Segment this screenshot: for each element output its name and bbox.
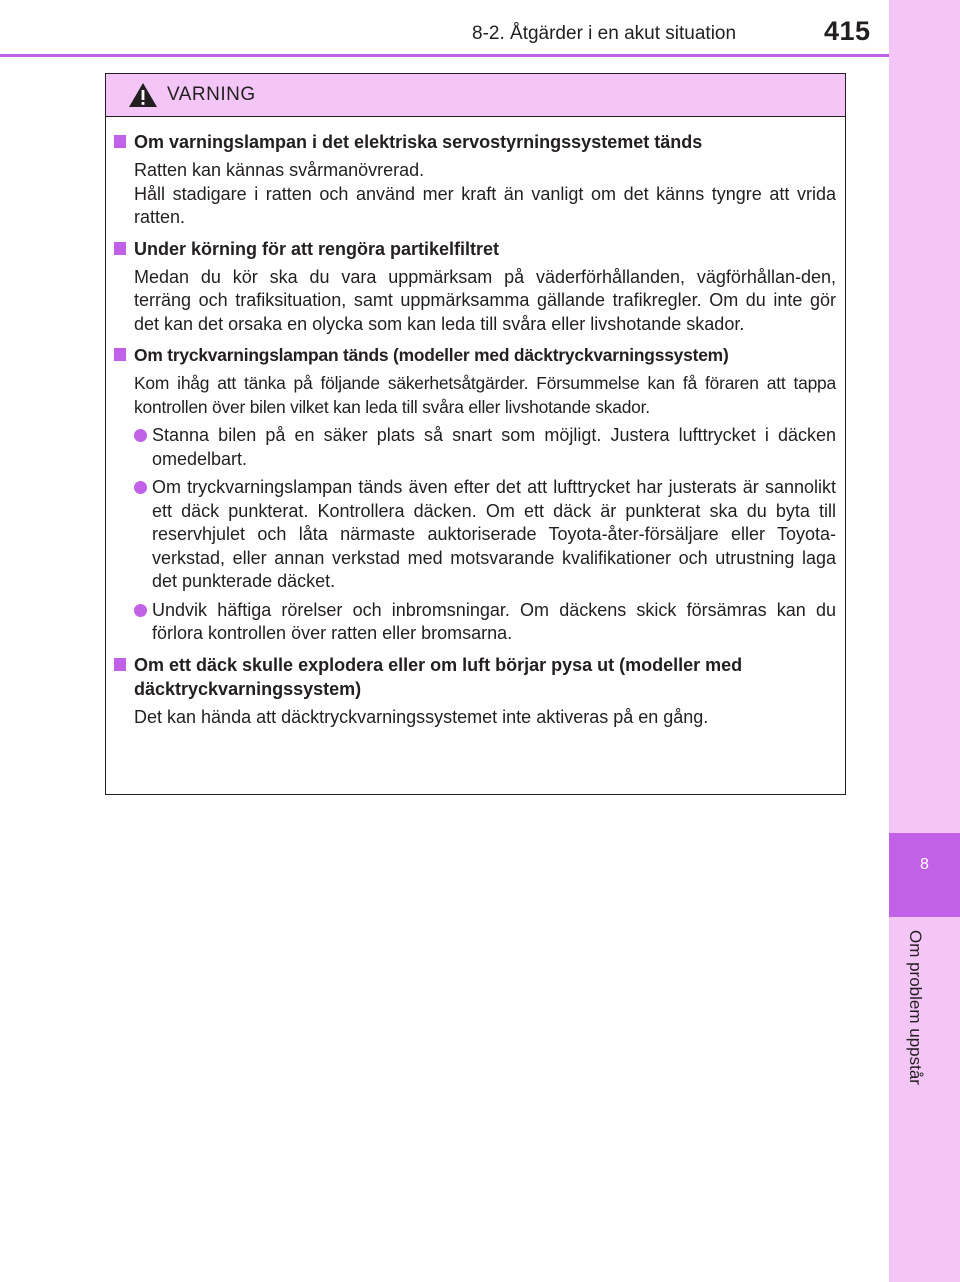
header-rule	[0, 54, 889, 57]
warning-section	[106, 653, 844, 730]
warning-title: VARNING	[167, 84, 256, 105]
warning-header	[106, 74, 845, 117]
square-bullet-icon	[114, 348, 126, 361]
section-heading: Om tryckvarningslampan tänds (modeller med däcktryckvarningssystem)	[134, 343, 836, 367]
page-number: 415	[824, 16, 871, 46]
warning-body	[106, 118, 844, 729]
warning-box	[105, 73, 846, 795]
chapter-tab	[889, 833, 960, 917]
bullet-item: Undvik häftiga rörelser och inbromsningar. Om däckens skick försämras kan du förlora kontrollen över ratten eller bromsarna.	[134, 599, 836, 646]
chapter-title: Om problem uppstår	[906, 930, 925, 1085]
round-bullet-icon	[134, 481, 147, 494]
section-heading: Om ett däck skulle explodera eller om luft börjar pysa ut (modeller med däcktryckvarningssystem)	[134, 653, 836, 701]
bullet-item: Om tryckvarningslampan tänds även efter det att lufttrycket har justerats är sannolikt ett däck punkterat. Kontrollera däcken. Om ett däck är punkterat ska du byta till reservhjulet och låta närmaste auktoriserade Toyota-åter-försäljare eller Toyota-verkstad, eller annan verkstad med motsvarande kvalifikationer och utrustning laga det punkterade däcket.	[134, 476, 836, 594]
chapter-number: 8	[920, 856, 929, 873]
paragraph: Kom ihåg att tänka på följande säkerhetsåtgärder. Försummelse kan få föraren att tappa kontrollen över bilen vilket kan leda till svåra eller livshotande skador.	[134, 373, 836, 417]
square-bullet-icon	[114, 658, 126, 671]
warning-section	[106, 343, 844, 646]
square-bullet-icon	[114, 135, 126, 148]
paragraph: Medan du kör ska du vara uppmärksam på väderförhållanden, vägförhållan-den, terräng och trafiksituation, samt uppmärksamma gällande trafikregler. Om du inte gör det kan det orsaka en olycka som kan leda till svåra eller livshotande skador.	[134, 266, 836, 334]
paragraph: Ratten kan kännas svårmanövrerad.	[134, 160, 425, 180]
square-bullet-icon	[114, 242, 126, 255]
paragraph: Håll stadigare i ratten och använd mer kraft än vanligt om det känns tyngre att vrida ratten.	[134, 183, 836, 227]
round-bullet-icon	[134, 604, 147, 617]
paragraph: Det kan hända att däcktryckvarningssystemet inte aktiveras på en gång.	[134, 706, 709, 727]
section-heading: Under körning för att rengöra partikelfiltret	[134, 237, 836, 261]
warning-section	[106, 130, 844, 230]
round-bullet-icon	[134, 429, 147, 442]
section-heading: Om varningslampan i det elektriska servostyrningssystemet tänds	[134, 130, 836, 154]
section-title: 8-2. Åtgärder i en akut situation	[472, 23, 737, 44]
warning-section	[106, 237, 844, 337]
warning-triangle-icon	[128, 82, 158, 108]
bullet-item: Stanna bilen på en säker plats så snart som möjligt. Justera lufttrycket i däcken omedelbart.	[134, 424, 836, 471]
